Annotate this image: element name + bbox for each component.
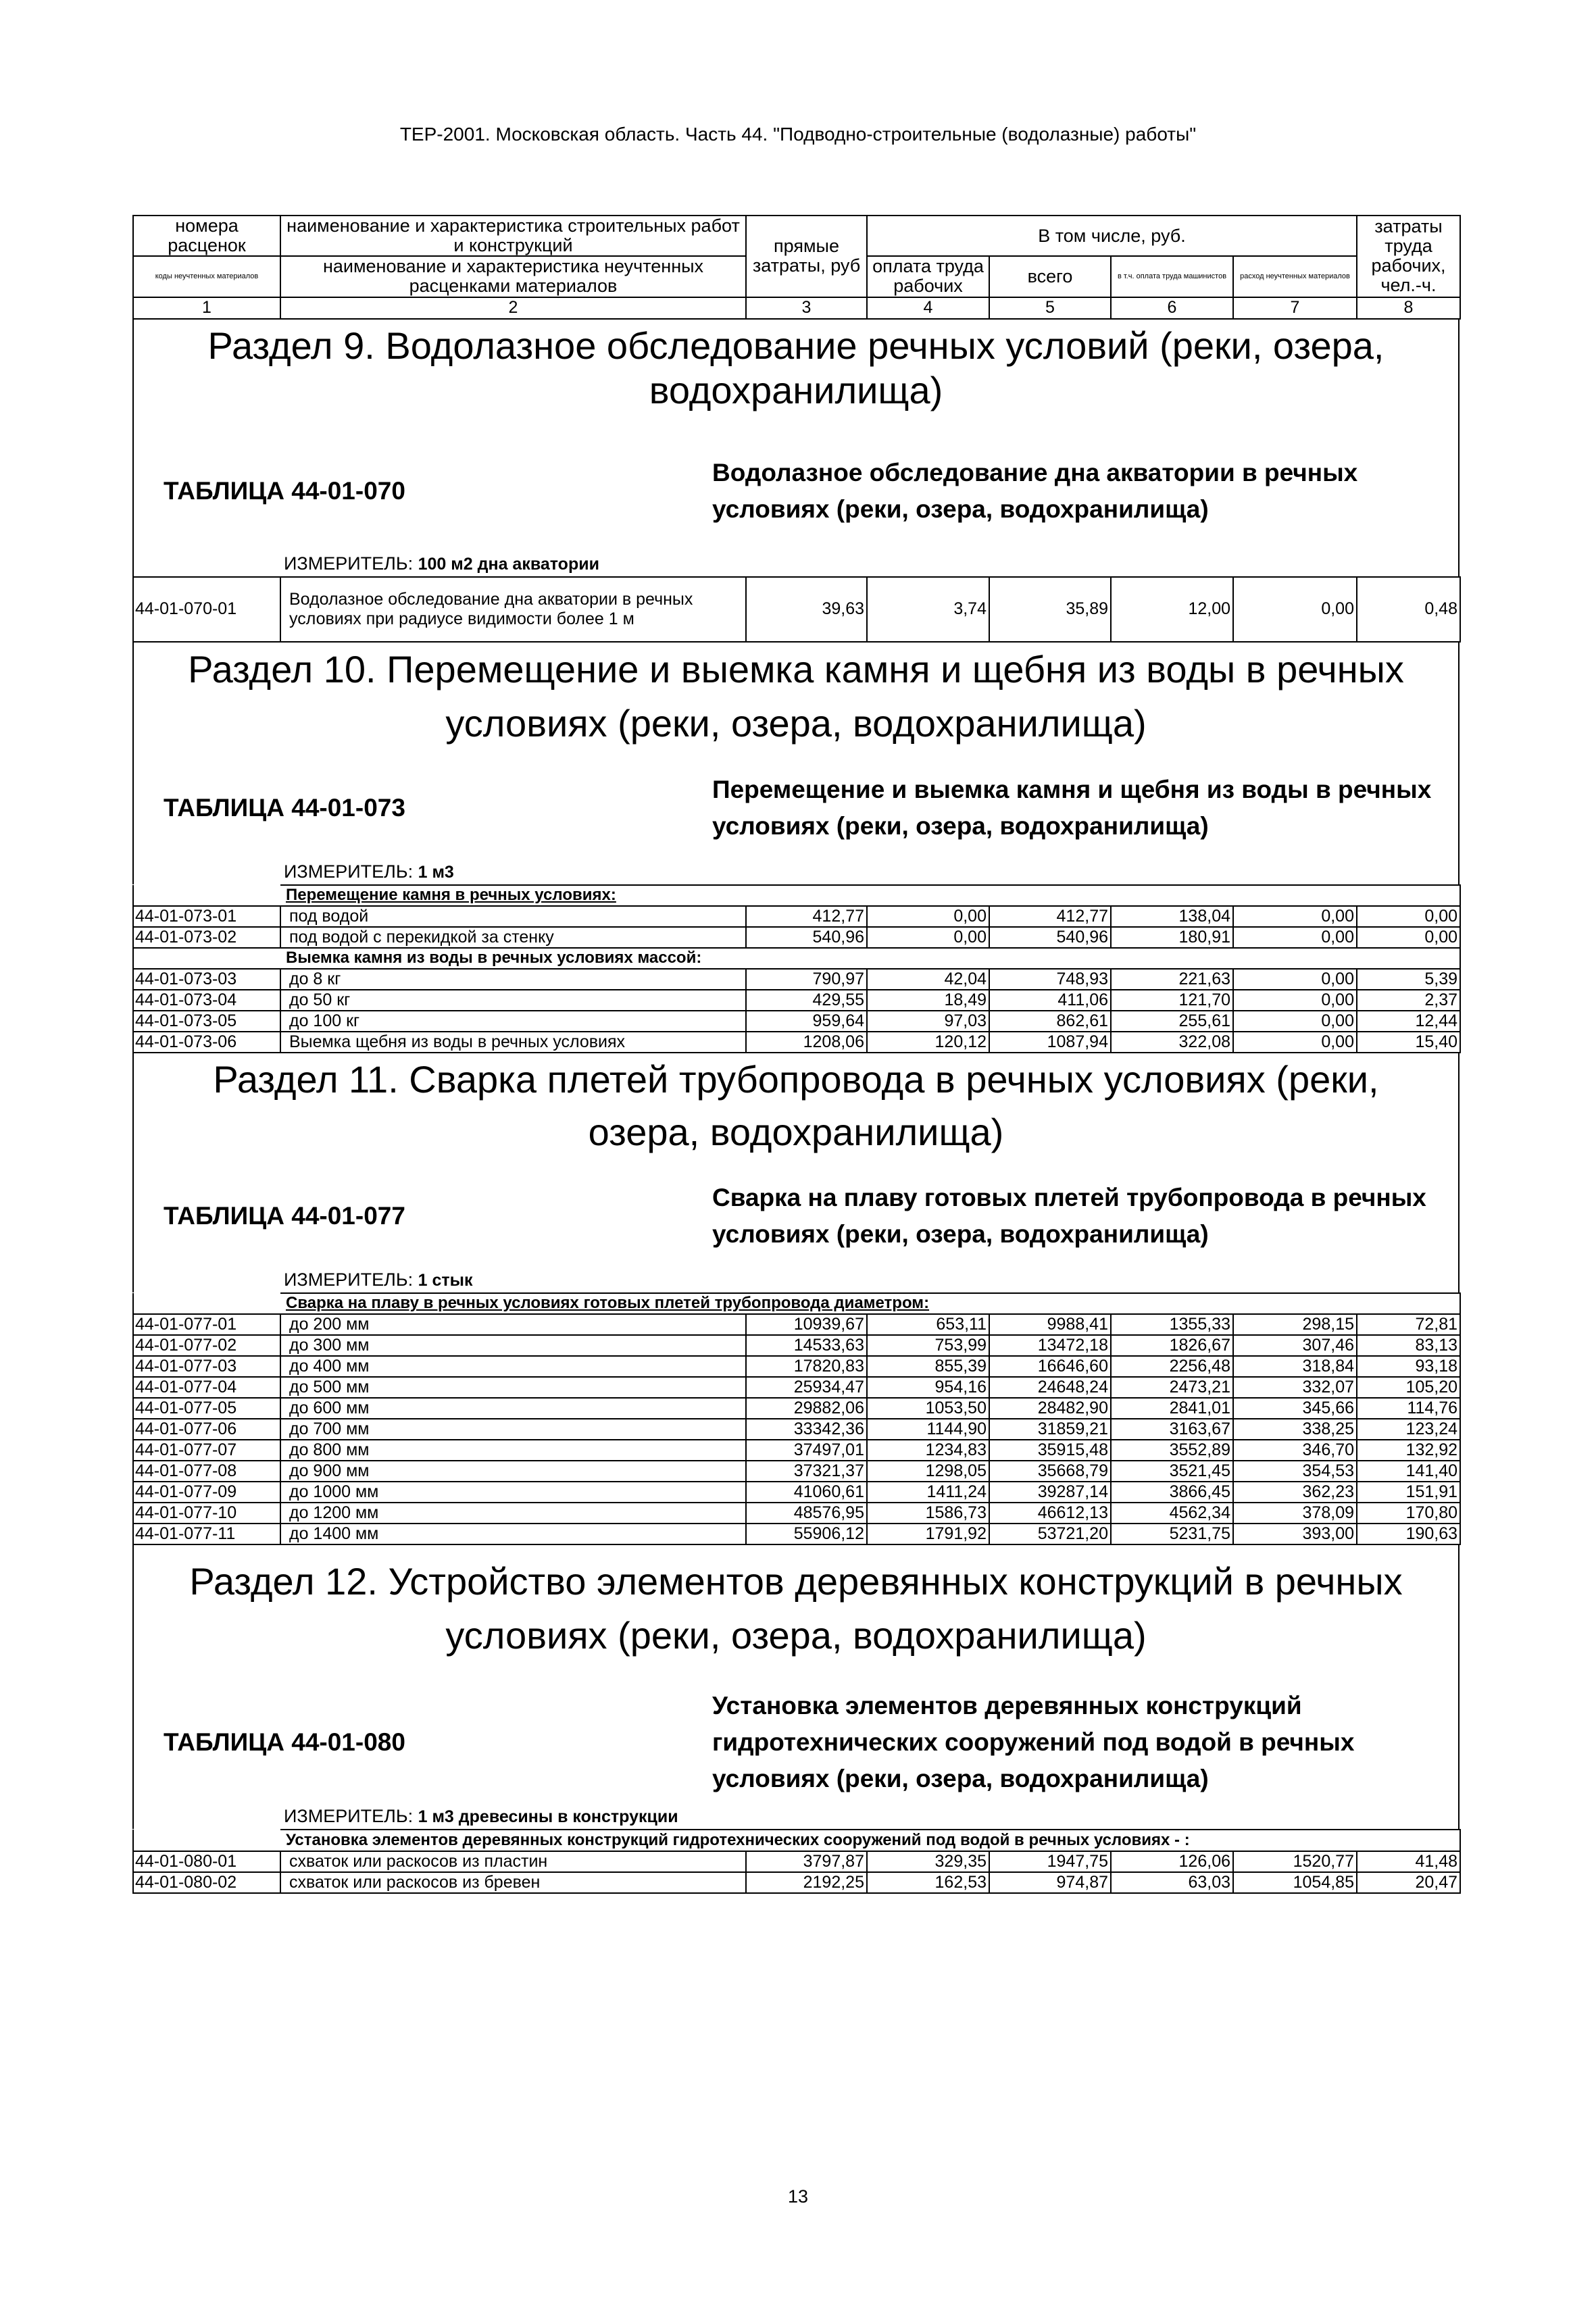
materials: 0,00 (1233, 927, 1357, 948)
labor-hours: 105,20 (1357, 1377, 1460, 1398)
table-row (133, 1482, 1460, 1503)
section-12 (132, 1545, 1460, 1829)
table-row (133, 1503, 1460, 1524)
section-title: Раздел 11. Сварка плетей трубопровода в речных условиях (реки, озера, водохранилища) (213, 1057, 1379, 1153)
labor-hours: 83,13 (1357, 1335, 1460, 1356)
table-row (133, 969, 1460, 990)
machines-total: 1087,94 (989, 1032, 1111, 1053)
table-row (133, 1377, 1460, 1398)
materials: 346,70 (1233, 1440, 1357, 1461)
machinists-pay: 180,91 (1111, 927, 1233, 948)
labor-pay: 1411,24 (867, 1482, 989, 1503)
rate-code: 44-01-077-03 (133, 1356, 280, 1377)
table-44-01-080 (132, 1829, 1461, 1894)
measure (134, 1267, 1458, 1292)
header-col7: расход неучтенных материалов (1233, 256, 1357, 297)
header-col2-top: наименование и характеристика строительных работ и конструкций (280, 216, 746, 256)
rate-name: схваток или раскосов из пластин (280, 1851, 746, 1872)
subheader-row (133, 1830, 1460, 1851)
subheader-row (133, 1293, 1460, 1314)
page-header: ТЕР-2001. Московская область. Часть 44. "Подводно-строительные (водолазные) работы" (399, 124, 1197, 145)
rate-name: до 50 кг (280, 990, 746, 1011)
table-row (133, 1032, 1460, 1053)
materials: 378,09 (1233, 1503, 1357, 1524)
measure-label: ИЗМЕРИТЕЛЬ: (284, 861, 414, 882)
section-10 (132, 643, 1460, 884)
rate-code: 44-01-077-05 (133, 1398, 280, 1419)
rate-code: 44-01-077-10 (133, 1503, 280, 1524)
machinists-pay: 255,61 (1111, 1011, 1233, 1032)
table-row (133, 1440, 1460, 1461)
rate-name: под водой (280, 906, 746, 927)
rate-name: до 400 мм (280, 1356, 746, 1377)
machinists-pay: 5231,75 (1111, 1524, 1233, 1544)
machinists-pay: 3552,89 (1111, 1440, 1233, 1461)
rate-code: 44-01-080-01 (133, 1851, 280, 1872)
direct-cost: 25934,47 (746, 1377, 867, 1398)
machines-total: 35,89 (989, 577, 1111, 642)
table-44-01-073 (132, 884, 1461, 1053)
materials: 393,00 (1233, 1524, 1357, 1544)
materials: 0,00 (1233, 969, 1357, 990)
subheader-row (133, 948, 1460, 969)
labor-hours: 93,18 (1357, 1356, 1460, 1377)
header-col4: оплата труда рабочих (867, 256, 989, 297)
machines-total: 16646,60 (989, 1356, 1111, 1377)
labor-hours: 190,63 (1357, 1524, 1460, 1544)
direct-cost: 790,97 (746, 969, 867, 990)
materials: 332,07 (1233, 1377, 1357, 1398)
section-9 (132, 320, 1460, 576)
measure-value: 1 м3 (418, 862, 454, 882)
subheader-row (133, 885, 1460, 906)
labor-hours: 41,48 (1357, 1851, 1460, 1872)
labor-hours: 5,39 (1357, 969, 1460, 990)
rate-name: под водой с перекидкой за стенку (280, 927, 746, 948)
direct-cost: 39,63 (746, 577, 867, 642)
section-title: Раздел 10. Перемещение и выемка камня и щебня из воды в речных условиях (реки, озера, водохранилища) (188, 647, 1404, 745)
labor-pay: 1298,05 (867, 1461, 989, 1482)
table-code: ТАБЛИЦА 44-01-073 (164, 793, 405, 822)
section-11 (132, 1053, 1460, 1292)
machines-total: 540,96 (989, 927, 1111, 948)
machines-total: 748,93 (989, 969, 1111, 990)
header-num-6: 6 (1111, 297, 1233, 319)
machines-total: 9988,41 (989, 1314, 1111, 1335)
header-col6: в т.ч. оплата труда машинистов (1111, 256, 1233, 297)
materials: 354,53 (1233, 1461, 1357, 1482)
labor-hours: 0,00 (1357, 906, 1460, 927)
table-description: Установка элементов деревянных конструкций гидротехнических сооружений под водой в речных условиях (реки, озера, водохранилища) (712, 1691, 1355, 1792)
labor-pay: 162,53 (867, 1872, 989, 1893)
materials: 345,66 (1233, 1398, 1357, 1419)
machinists-pay: 3866,45 (1111, 1482, 1233, 1503)
table-description: Водолазное обследование дна акватории в речных условиях (реки, озера, водохранилища) (712, 458, 1358, 523)
rate-name: до 100 кг (280, 1011, 746, 1032)
table-row (133, 1419, 1460, 1440)
table-row (133, 990, 1460, 1011)
table-code: ТАБЛИЦА 44-01-080 (164, 1728, 405, 1756)
direct-cost: 1208,06 (746, 1032, 867, 1053)
machines-total: 1947,75 (989, 1851, 1111, 1872)
table-row (133, 1524, 1460, 1544)
rate-name: до 200 мм (280, 1314, 746, 1335)
machines-total: 974,87 (989, 1872, 1111, 1893)
rate-name: до 1400 мм (280, 1524, 746, 1544)
materials: 0,00 (1233, 577, 1357, 642)
materials: 0,00 (1233, 1032, 1357, 1053)
rates-sheet (132, 215, 1460, 1894)
rate-name: до 300 мм (280, 1335, 746, 1356)
materials: 318,84 (1233, 1356, 1357, 1377)
machines-total: 39287,14 (989, 1482, 1111, 1503)
materials: 0,00 (1233, 906, 1357, 927)
table-code: ТАБЛИЦА 44-01-077 (164, 1201, 405, 1230)
labor-pay: 855,39 (867, 1356, 989, 1377)
machinists-pay: 1355,33 (1111, 1314, 1233, 1335)
direct-cost: 14533,63 (746, 1335, 867, 1356)
materials: 362,23 (1233, 1482, 1357, 1503)
measure-label: ИЗМЕРИТЕЛЬ: (284, 1805, 414, 1826)
labor-pay: 3,74 (867, 577, 989, 642)
direct-cost: 3797,87 (746, 1851, 867, 1872)
labor-hours: 2,37 (1357, 990, 1460, 1011)
direct-cost: 37497,01 (746, 1440, 867, 1461)
page-number: 13 (787, 2186, 809, 2207)
rate-code: 44-01-077-01 (133, 1314, 280, 1335)
rate-name: Водолазное обследование дна акватории в речных условиях при радиусе видимости более 1 м (280, 577, 746, 642)
table-description: Сварка на плаву готовых плетей трубопровода в речных условиях (реки, озера, водохранилища) (712, 1183, 1426, 1248)
labor-hours: 151,91 (1357, 1482, 1460, 1503)
rate-name: Выемка щебня из воды в речных условиях (280, 1032, 746, 1053)
labor-hours: 123,24 (1357, 1419, 1460, 1440)
labor-pay: 1791,92 (867, 1524, 989, 1544)
measure (134, 1803, 1458, 1829)
labor-hours: 72,81 (1357, 1314, 1460, 1335)
rate-code: 44-01-077-02 (133, 1335, 280, 1356)
machines-total: 28482,90 (989, 1398, 1111, 1419)
rate-code: 44-01-077-11 (133, 1524, 280, 1544)
column-header (132, 215, 1461, 320)
labor-pay: 653,11 (867, 1314, 989, 1335)
direct-cost: 540,96 (746, 927, 867, 948)
labor-hours: 0,00 (1357, 927, 1460, 948)
rate-code: 44-01-077-08 (133, 1461, 280, 1482)
materials: 338,25 (1233, 1419, 1357, 1440)
materials: 1520,77 (1233, 1851, 1357, 1872)
rate-name: до 8 кг (280, 969, 746, 990)
rate-code: 44-01-077-06 (133, 1419, 280, 1440)
table-row (133, 927, 1460, 948)
table-row (133, 1872, 1460, 1893)
direct-cost: 48576,95 (746, 1503, 867, 1524)
table-44-01-077 (132, 1292, 1461, 1545)
machines-total: 411,06 (989, 990, 1111, 1011)
header-col1-bottom: коды неучтенных материалов (133, 256, 280, 297)
direct-cost: 17820,83 (746, 1356, 867, 1377)
machines-total: 31859,21 (989, 1419, 1111, 1440)
labor-hours: 132,92 (1357, 1440, 1460, 1461)
rate-code: 44-01-070-01 (133, 577, 280, 642)
materials: 298,15 (1233, 1314, 1357, 1335)
machinists-pay: 221,63 (1111, 969, 1233, 990)
machinists-pay: 3163,67 (1111, 1419, 1233, 1440)
measure-label: ИЗМЕРИТЕЛЬ: (284, 1269, 414, 1290)
labor-pay: 329,35 (867, 1851, 989, 1872)
section-title: Раздел 9. Водолазное обследование речных условий (реки, озера, водохранилища) (207, 324, 1385, 411)
machines-total: 24648,24 (989, 1377, 1111, 1398)
machines-total: 35915,48 (989, 1440, 1111, 1461)
labor-pay: 1586,73 (867, 1503, 989, 1524)
table-44-01-070 (132, 576, 1461, 643)
rate-name: до 1000 мм (280, 1482, 746, 1503)
header-col3: прямые затраты, руб (746, 216, 867, 297)
labor-pay: 1234,83 (867, 1440, 989, 1461)
direct-cost: 37321,37 (746, 1461, 867, 1482)
labor-hours: 0,48 (1357, 577, 1460, 642)
table-row (133, 1011, 1460, 1032)
header-num-5: 5 (989, 297, 1111, 319)
machines-total: 46612,13 (989, 1503, 1111, 1524)
machinists-pay: 2473,21 (1111, 1377, 1233, 1398)
table-row (133, 1398, 1460, 1419)
labor-hours: 20,47 (1357, 1872, 1460, 1893)
rate-name: до 1200 мм (280, 1503, 746, 1524)
labor-pay: 1053,50 (867, 1398, 989, 1419)
header-col8: затраты труда рабочих, чел.-ч. (1357, 216, 1460, 297)
direct-cost: 41060,61 (746, 1482, 867, 1503)
rate-code: 44-01-073-02 (133, 927, 280, 948)
direct-cost: 29882,06 (746, 1398, 867, 1419)
table-row (133, 1314, 1460, 1335)
materials: 307,46 (1233, 1335, 1357, 1356)
subheader: Сварка на плаву в речных условиях готовых плетей трубопровода диаметром: (280, 1293, 1460, 1314)
machinists-pay: 121,70 (1111, 990, 1233, 1011)
machines-total: 35668,79 (989, 1461, 1111, 1482)
labor-hours: 15,40 (1357, 1032, 1460, 1053)
machines-total: 53721,20 (989, 1524, 1111, 1544)
rate-name: до 500 мм (280, 1377, 746, 1398)
rate-code: 44-01-077-07 (133, 1440, 280, 1461)
header-num-7: 7 (1233, 297, 1357, 319)
rate-code: 44-01-073-01 (133, 906, 280, 927)
labor-pay: 97,03 (867, 1011, 989, 1032)
measure-value: 1 стык (418, 1270, 473, 1290)
direct-cost: 10939,67 (746, 1314, 867, 1335)
rate-code: 44-01-073-03 (133, 969, 280, 990)
labor-pay: 120,12 (867, 1032, 989, 1053)
table-code: ТАБЛИЦА 44-01-070 (164, 476, 405, 505)
table-row (133, 1335, 1460, 1356)
subheader: Перемещение камня в речных условиях: (280, 885, 1460, 906)
measure-label: ИЗМЕРИТЕЛЬ: (284, 553, 414, 574)
rate-code: 44-01-073-04 (133, 990, 280, 1011)
machines-total: 412,77 (989, 906, 1111, 927)
machinists-pay: 12,00 (1111, 577, 1233, 642)
header-num-8: 8 (1357, 297, 1460, 319)
labor-hours: 12,44 (1357, 1011, 1460, 1032)
table-row (133, 1851, 1460, 1872)
direct-cost: 33342,36 (746, 1419, 867, 1440)
rate-name: до 900 мм (280, 1461, 746, 1482)
labor-pay: 1144,90 (867, 1419, 989, 1440)
measure (134, 859, 1458, 884)
header-num-2: 2 (280, 297, 746, 319)
rate-name: до 600 мм (280, 1398, 746, 1419)
labor-pay: 42,04 (867, 969, 989, 990)
materials: 0,00 (1233, 1011, 1357, 1032)
machinists-pay: 1826,67 (1111, 1335, 1233, 1356)
table-row (133, 906, 1460, 927)
header-num-3: 3 (746, 297, 867, 319)
rate-code: 44-01-077-04 (133, 1377, 280, 1398)
machinists-pay: 3521,45 (1111, 1461, 1233, 1482)
header-col2-bottom: наименование и характеристика неучтенных расценками материалов (280, 256, 746, 297)
labor-pay: 753,99 (867, 1335, 989, 1356)
rate-name: схваток или раскосов из бревен (280, 1872, 746, 1893)
rate-code: 44-01-077-09 (133, 1482, 280, 1503)
machinists-pay: 2256,48 (1111, 1356, 1233, 1377)
rate-name: до 700 мм (280, 1419, 746, 1440)
machines-total: 862,61 (989, 1011, 1111, 1032)
header-col5: всего (989, 256, 1111, 297)
machinists-pay: 2841,01 (1111, 1398, 1233, 1419)
header-num-1: 1 (133, 297, 280, 319)
header-incl: В том числе, руб. (867, 216, 1357, 256)
rate-name: до 800 мм (280, 1440, 746, 1461)
labor-pay: 0,00 (867, 927, 989, 948)
direct-cost: 412,77 (746, 906, 867, 927)
table-row (133, 1461, 1460, 1482)
measure-value: 1 м3 древесины в конструкции (418, 1807, 678, 1826)
labor-pay: 18,49 (867, 990, 989, 1011)
subheader: Установка элементов деревянных конструкций гидротехнических сооружений под водой в речных условиях - : (280, 1830, 1460, 1851)
direct-cost: 429,55 (746, 990, 867, 1011)
header-num-4: 4 (867, 297, 989, 319)
labor-pay: 0,00 (867, 906, 989, 927)
labor-hours: 141,40 (1357, 1461, 1460, 1482)
measure (134, 551, 1458, 576)
direct-cost: 55906,12 (746, 1524, 867, 1544)
labor-hours: 114,76 (1357, 1398, 1460, 1419)
direct-cost: 2192,25 (746, 1872, 867, 1893)
table-row (133, 1356, 1460, 1377)
rate-code: 44-01-073-05 (133, 1011, 280, 1032)
labor-hours: 170,80 (1357, 1503, 1460, 1524)
machinists-pay: 4562,34 (1111, 1503, 1233, 1524)
machinists-pay: 63,03 (1111, 1872, 1233, 1893)
labor-pay: 954,16 (867, 1377, 989, 1398)
machinists-pay: 322,08 (1111, 1032, 1233, 1053)
direct-cost: 959,64 (746, 1011, 867, 1032)
machinists-pay: 126,06 (1111, 1851, 1233, 1872)
table-row (133, 577, 1460, 642)
materials: 0,00 (1233, 990, 1357, 1011)
subheader: Выемка камня из воды в речных условиях массой: (280, 948, 1460, 969)
rate-code: 44-01-073-06 (133, 1032, 280, 1053)
measure-value: 100 м2 дна акватории (418, 554, 599, 574)
table-description: Перемещение и выемка камня и щебня из воды в речных условиях (реки, озера, водохранилища) (712, 775, 1432, 840)
rate-code: 44-01-080-02 (133, 1872, 280, 1893)
machines-total: 13472,18 (989, 1335, 1111, 1356)
machinists-pay: 138,04 (1111, 906, 1233, 927)
header-col1-top: номера расценок (133, 216, 280, 256)
materials: 1054,85 (1233, 1872, 1357, 1893)
section-title: Раздел 12. Устройство элементов деревянных конструкций в речных условиях (реки, озера, водохранилища) (189, 1559, 1403, 1657)
